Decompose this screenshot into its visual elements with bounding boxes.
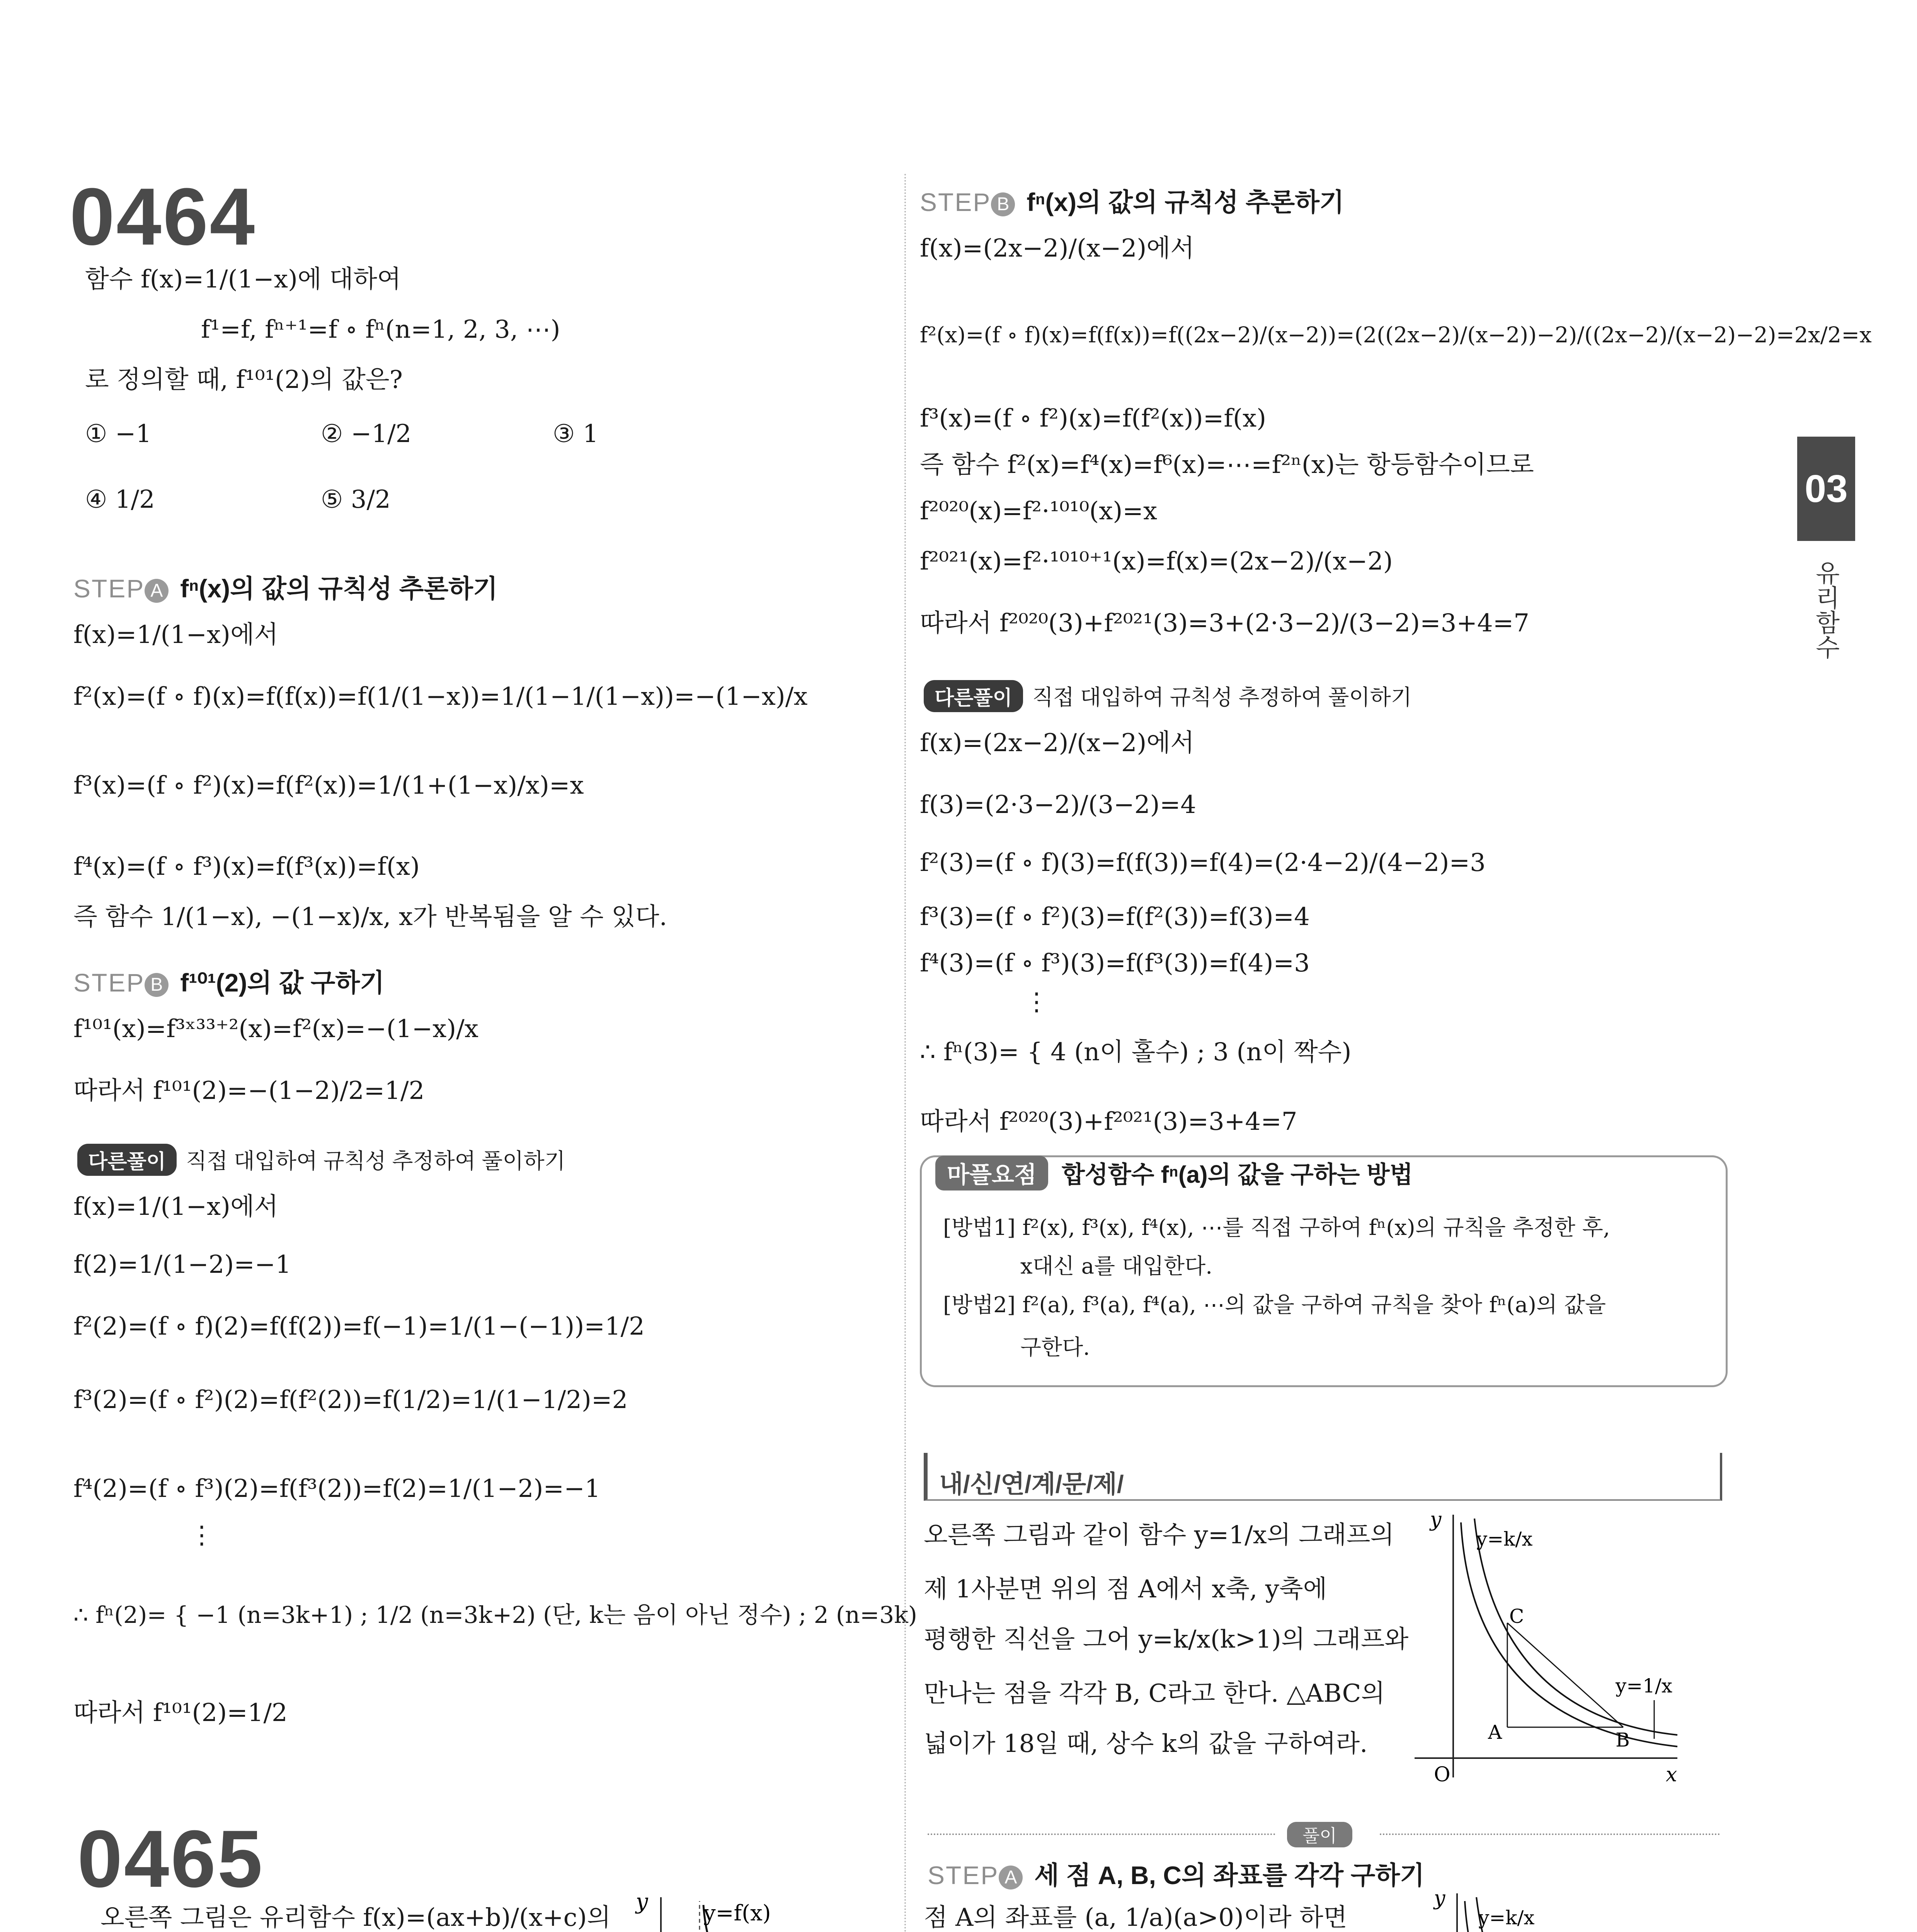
p465-alt-heading [924, 680, 1412, 712]
p465-graph [568, 1886, 870, 1932]
mapl-tip-title: 합성함수 fⁿ(a)의 값을 구하는 방법 [1061, 1162, 1413, 1188]
p464-alt-line-7: ∴ fⁿ(2)= { −1 (n=3k+1) ; 1/2 (n=3k+2) (단, k는 음이 아닌 정수) ; 2 (n=3k) [73, 1602, 918, 1629]
y-axis-label: y [636, 1889, 648, 1914]
alt-solution-title: 직접 대입하여 규칙성 추정하여 풀이하기 [1032, 685, 1412, 709]
curve-y-1-over-x [1461, 1522, 1677, 1747]
label-y: y [1430, 1508, 1442, 1531]
solution-divider-left [928, 1833, 1275, 1835]
step-title: f¹⁰¹(2)의 값 구하기 [180, 968, 385, 997]
p465-alt-line-5: f⁴(3)=(f ∘ f³)(3)=f(f³(3))=f(4)=3 [920, 949, 1310, 978]
problem-number-0464: 0464 [70, 171, 257, 262]
p464-choice-2[interactable]: ② −1/2 [321, 420, 412, 448]
p464-alt-line-8: 따라서 f¹⁰¹(2)=1/2 [73, 1699, 288, 1727]
step-letter-icon: B [991, 192, 1015, 216]
p464-step-a-heading [73, 568, 498, 605]
column-divider [904, 174, 906, 1932]
mapl-tip-method-1b: x대신 a를 대입한다. [1020, 1254, 1213, 1279]
label-x: x [1666, 1763, 1677, 1785]
curve-y-k-over-x [1474, 1519, 1677, 1735]
p464-alt-line-2: f(2)=1/(1−2)=−1 [73, 1250, 291, 1279]
p465-step-b-heading [920, 182, 1344, 218]
p464-a-line-5: 즉 함수 1/(1−x), −(1−x)/x, x가 반복됨을 알 수 있다. [73, 903, 667, 931]
step-tag: STEP [73, 574, 145, 603]
p464-choice-1[interactable]: ① −1 [85, 420, 152, 448]
p464-statement-3: 로 정의할 때, f¹⁰¹(2)의 값은? [85, 366, 403, 394]
segment-bc [1507, 1623, 1623, 1727]
naesin-graph-problem [1407, 1507, 1701, 1785]
alt-solution-pill: 다른풀이 [924, 680, 1023, 712]
p464-a-line-2: f²(x)=(f ∘ f)(x)=f(f(x))=f(1/(1−x))=1/(1−1/(1−x))=−(1−x)/x [73, 682, 808, 711]
p465-statement-1: 오른쪽 그림은 유리함수 f(x)=(ax+b)/(x+c)의 [100, 1903, 611, 1932]
p465-alt-line-6: ⋮ [1024, 988, 1049, 1016]
p464-alt-line-4: f³(2)=(f ∘ f²)(2)=f(f²(2))=f(1/2)=1/(1−1/2)=2 [73, 1386, 628, 1414]
p464-step-b-heading [73, 962, 385, 999]
p465-alt-line-3: f²(3)=(f ∘ f)(3)=f(f(3))=f(4)=(2·4−2)/(4−2)=3 [920, 849, 1486, 877]
chapter-tab[interactable]: 03 [1797, 437, 1855, 541]
chapter-title: 유리함수 [1812, 560, 1840, 659]
p465-b-line-1: f(x)=(2x−2)/(x−2)에서 [920, 234, 1195, 263]
p465-alt-line-1: f(x)=(2x−2)/(x−2)에서 [920, 729, 1195, 757]
p464-alt-heading [77, 1144, 565, 1176]
p464-alt-line-6: ⋮ [189, 1521, 214, 1549]
naesin-statement-2: 제 1사분면 위의 점 A에서 x축, y축에 [924, 1575, 1327, 1604]
label-o: O [1434, 1763, 1451, 1785]
p464-alt-line-1: f(x)=1/(1−x)에서 [73, 1192, 278, 1221]
step-tag: STEP [920, 188, 991, 216]
p465-b-line-6: f²⁰²¹(x)=f²·¹⁰¹⁰⁺¹(x)=f(x)=(2x−2)/(x−2) [920, 547, 1393, 576]
p465-b-line-5: f²⁰²⁰(x)=f²·¹⁰¹⁰(x)=x [920, 497, 1158, 526]
alt-solution-pill: 다른풀이 [77, 1144, 177, 1176]
p464-a-line-1: f(x)=1/(1−x)에서 [73, 621, 278, 649]
naesin-graph-solution [1411, 1886, 1704, 1932]
naesin-statement-5: 넓이가 18일 때, 상수 k의 값을 구하여라. [924, 1730, 1368, 1758]
p465-b-line-4: 즉 함수 f²(x)=f⁴(x)=f⁶(x)=⋯=f²ⁿ(x)는 항등함수이므로 [920, 451, 1534, 479]
solution-divider-right [1380, 1833, 1720, 1835]
solution-label: 풀이 [1287, 1822, 1352, 1847]
mapl-tip-tag: 마플요점 [935, 1156, 1048, 1190]
step-title: fⁿ(x)의 값의 규칙성 추론하기 [180, 574, 498, 603]
step-title: fⁿ(x)의 값의 규칙성 추론하기 [1027, 188, 1344, 216]
naesin-title: 내/신/연/계/문/제/ [939, 1470, 1124, 1498]
p464-alt-line-3: f²(2)=(f ∘ f)(2)=f(f(2))=f(−1)=1/(1−(−1))=1/2 [73, 1312, 645, 1341]
p465-b-line-7: 따라서 f²⁰²⁰(3)+f²⁰²¹(3)=3+(2·3−2)/(3−2)=3+4=7 [920, 609, 1530, 638]
step-title: 세 점 A, B, C의 좌표를 각각 구하기 [1034, 1861, 1425, 1889]
p465-b-line-2: f²(x)=(f ∘ f)(x)=f(f(x))=f((2x−2)/(x−2))=(2((2x−2)/(x−2))−2)/((2x−2)/(x−2)−2)=2x/2=x [920, 323, 1872, 348]
p464-b-line-2: 따라서 f¹⁰¹(2)=−(1−2)/2=1/2 [73, 1077, 425, 1105]
problem-number-0465: 0465 [77, 1813, 264, 1904]
step-letter-icon: A [999, 1866, 1023, 1889]
label-y-k-x: y=k/x [1478, 1906, 1535, 1929]
mapl-tip-heading [935, 1155, 1413, 1190]
label-y-k-x: y=k/x [1476, 1528, 1533, 1550]
p465-b-line-3: f³(x)=(f ∘ f²)(x)=f(f²(x))=f(x) [920, 404, 1267, 433]
p465-alt-line-7: ∴ fⁿ(3)= { 4 (n이 홀수) ; 3 (n이 짝수) [920, 1038, 1352, 1066]
mapl-tip-method-1a: [방법1] f²(x), f³(x), f⁴(x), ⋯를 직접 구하여 fⁿ(x)의 규칙을 추정한 후, [943, 1215, 1610, 1240]
naesin-statement-4: 만나는 점을 각각 B, C라고 한다. △ABC의 [924, 1679, 1385, 1708]
naesin-statement-3: 평행한 직선을 그어 y=k/x(k>1)의 그래프와 [924, 1625, 1409, 1654]
p464-alt-line-5: f⁴(2)=(f ∘ f³)(2)=f(f³(2))=f(2)=1/(1−2)=−1 [73, 1475, 601, 1503]
naesin-statement-1: 오른쪽 그림과 같이 함수 y=1/x의 그래프의 [924, 1521, 1394, 1549]
p464-a-line-3: f³(x)=(f ∘ f²)(x)=f(f²(x))=1/(1+(1−x)/x)=x [73, 771, 584, 800]
label-y-1-x: y=1/x [1616, 1675, 1672, 1697]
p464-choice-4[interactable]: ④ 1/2 [85, 485, 155, 514]
p464-choice-5[interactable]: ⑤ 3/2 [321, 485, 391, 514]
label-y: y [1434, 1887, 1445, 1910]
p464-a-line-4: f⁴(x)=(f ∘ f³)(x)=f(f³(x))=f(x) [73, 852, 420, 881]
step-tag: STEP [928, 1861, 999, 1889]
alt-solution-title: 직접 대입하여 규칙성 추정하여 풀이하기 [186, 1149, 565, 1173]
label-point-a: A [1488, 1721, 1502, 1743]
step-letter-icon: B [145, 973, 169, 997]
step-tag: STEP [73, 968, 145, 997]
step-letter-icon: A [145, 579, 169, 603]
p464-statement-1: 함수 f(x)=1/(1−x)에 대하여 [85, 265, 401, 294]
p465-alt-line-4: f³(3)=(f ∘ f²)(3)=f(f²(3))=f(3)=4 [920, 903, 1310, 931]
mapl-tip-method-2a: [방법2] f²(a), f³(a), f⁴(a), ⋯의 값을 구하여 규칙을 찾아 fⁿ(a)의 값을 [943, 1293, 1606, 1318]
naesin-a-line-1: 점 A의 좌표를 (a, 1/a)(a>0)이라 하면 [924, 1903, 1347, 1932]
mapl-tip-method-2b: 구한다. [1020, 1335, 1090, 1360]
label-point-c: C [1509, 1605, 1524, 1628]
naesin-step-a-heading [928, 1855, 1425, 1891]
p465-alt-line-2: f(3)=(2·3−2)/(3−2)=4 [920, 791, 1196, 819]
label-point-b: B [1616, 1729, 1630, 1751]
p464-statement-2: f¹=f, fⁿ⁺¹=f ∘ fⁿ(n=1, 2, 3, ⋯) [201, 315, 560, 344]
p464-choice-3[interactable]: ③ 1 [553, 420, 599, 448]
p465-alt-line-8: 따라서 f²⁰²⁰(3)+f²⁰²¹(3)=3+4=7 [920, 1107, 1297, 1136]
curve-label: y=f(x) [703, 1901, 771, 1926]
p464-b-line-1: f¹⁰¹(x)=f³ˣ³³⁺²(x)=f²(x)=−(1−x)/x [73, 1015, 478, 1043]
